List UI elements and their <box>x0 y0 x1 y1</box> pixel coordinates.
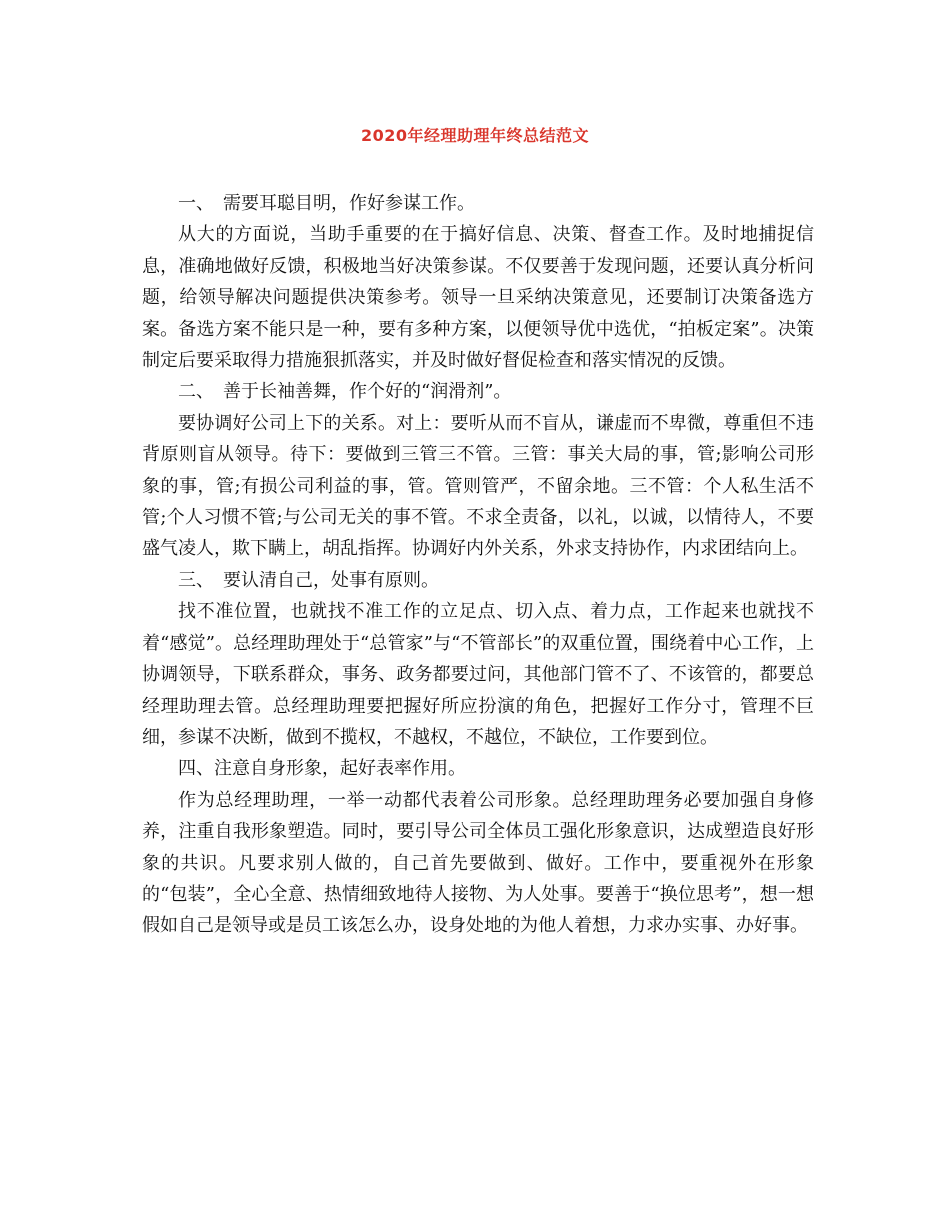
section-heading-4: 四、注意自身形象，起好表率作用。 <box>178 758 466 780</box>
document-body <box>142 188 814 942</box>
document-title: 2020年经理助理年终总结范文 <box>360 126 590 145</box>
section-heading-3: 三、 要认清自己，处事有原则。 <box>178 569 439 591</box>
body-paragraph-2: 要协调好公司上下的关系。对上：要听从而不盲从，谦虚而不卑微，尊重但不违背原则盲从领导。待下：要做到三管三不管。三管：事关大局的事，管;影响公司形象的事，管;有损公司利益的事，管。管则管严，不留余地。三不管：个人私生活不管;个人习惯不管;与公司无关的事不管。不求全责备，以礼，以诚，以情待人，不要盛气凌人，欺下瞒上，胡乱指挥。协调好内外关系，外求支持协作，内求团结向上。 <box>142 412 814 560</box>
section-heading-2: 二、 善于长袖善舞，作个好的“润滑剂”。 <box>178 381 512 403</box>
body-paragraph-3: 找不准位置，也就找不准工作的立足点、切入点、着力点，工作起来也就找不着“感觉”。总经理助理处于“总管家”与“不管部长”的双重位置，围绕着中心工作，上协调领导，下联系群众，事务、政务都要过问，其他部门管不了、不该管的，都要总经理助理去管。总经理助理要把握好所应扮演的角色，把握好工作分寸，管理不巨细，参谋不决断，做到不揽权，不越权，不越位，不缺位，工作要到位。 <box>142 601 814 748</box>
section-heading-1: 一、 需要耳聪目明，作好参谋工作。 <box>178 193 475 214</box>
body-paragraph-4: 作为总经理助理，一举一动都代表着公司形象。总经理助理务必要加强自身修养，注重自我形象塑造。同时，要引导公司全体员工强化形象意识，达成塑造良好形象的共识。凡要求别人做的，自己首先要做到、做好。工作中，要重视外在形象的“包装”，全心全意、热情细致地待人接物、为人处事。要善于“换位思考”，想一想假如自己是领导或是员工该怎么办，设身处地的为他人着想，力求办实事、办好事。 <box>142 789 814 937</box>
body-paragraph-1: 从大的方面说，当助手重要的在于搞好信息、决策、督查工作。及时地捕捉信息，准确地做好反馈，积极地当好决策参谋。不仅要善于发现问题，还要认真分析问题，给领导解决问题提供决策参考。领导一旦采纳决策意见，还要制订决策备选方案。备选方案不能只是一种，要有多种方案，以便领导优中选优，“拍板定案”。决策制定后要采取得力措施狠抓落实，并及时做好督促检查和落实情况的反馈。 <box>142 224 814 372</box>
